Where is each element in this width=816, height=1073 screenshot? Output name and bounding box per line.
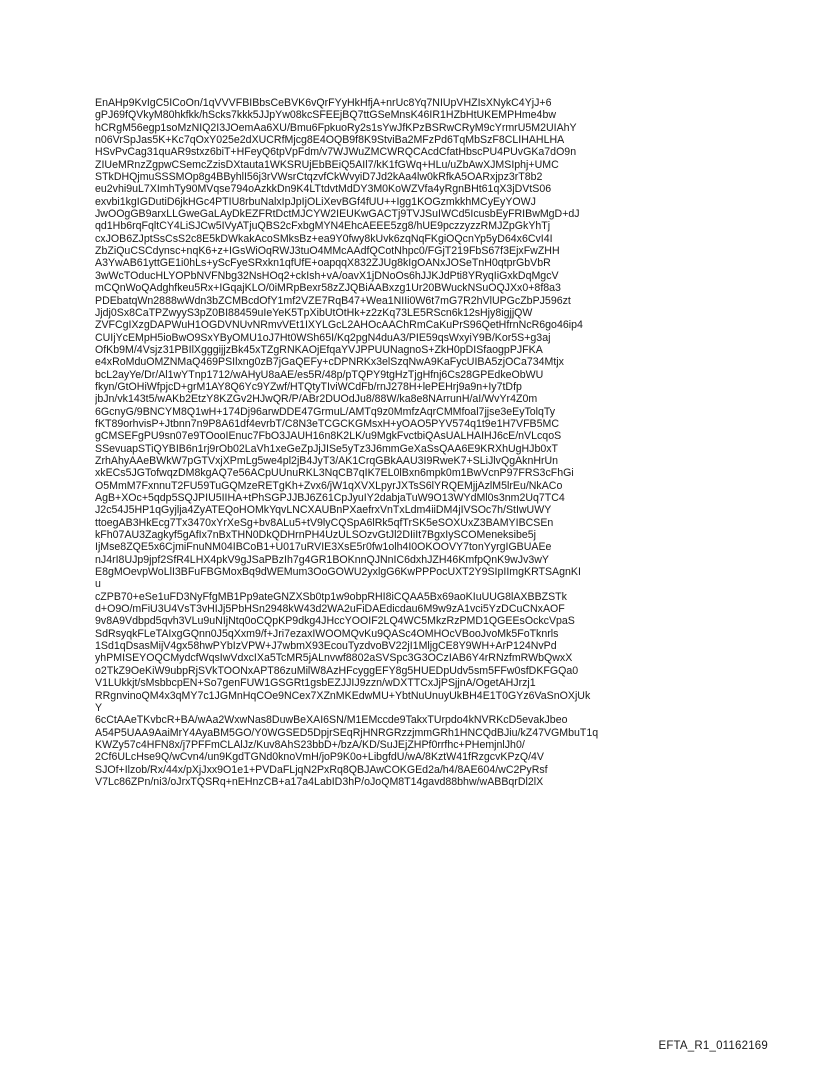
page-identifier: EFTA_R1_01162169 [658,1040,768,1052]
encoded-text-block: EnAHp9KvIgC5ICoOn/1qVVVFBIBbsCeBVK6vQrFYyHkHfjA+nrUc8Yq7NIUpVHZIsXNykC4YjJ+6 gPJ69fQVkyM80hkfkk/hScks7kkk5JJpYw08kcSFEEjBQ7ttGSeMnsK46IR1HZbHtUKEMPHme4bw hCRgM56egp1soMzNIQ2I3JOemAa6XU/Bmu6FpkuoRy2s1sYwJfKPzBSRwCRyM9cYrmrU5M2UIAhY n06VrSpJas5K+Kc7qOxY025e2dXUCRfMjcg8E4OQB9f8K9StviBa2MFzPd6TqMbSzF8CLIHAHLHA HSvPvCag31quAR9stxz6biT+HFeyQ6tpVpFdm/v7WJWuZMCWRQCAcdCfatHbscPU4PUvGKa7dO9n ZIUeMRnzZgpwCSemcZzisDXtauta1WKSRUjEbBEiQ5AIl7/kK1fGWq+HLu/uZbAwXJMSIphj+UMC STkDHQjmuSSSMOp8g4BByhlI56j3rVWsrCtqzvfCkWvyiD7Jd2kAa4lw0kRfkA5OARxjpz3rT8b2 eu2vhi9uL7XImhTy90MVqse794oAzkkDn9K4LTtdvtMdDY3M0KoWZVfa4yRgnBHt61qX3jDVtS06 exvbi1kgIGDutiD6jkHGc4PTIU8rbuNalxIpJpIjOLiXevBGf4fUU++Igg1KOGzmkkhMCyEyYOWJ JwOOgGB9arxLLGweGaLAyDkEZFRtDctMJCYW2IEUKwGACTj9TVJSuIWCd5IcusbEyFRIBwMgD+dJ qd1Hb6rqFqltCY4LiSJCw5IVyATjuQBS2cFxbgMYN4EhcAEEE5zg8/hUE9pczzyzzRMJZpGkYhTj cxJOB6ZJptSsCsS2c8E5kDWkakAcoSMksBz+ea9Y0fwy8kUvk6zqNqFKgiOQcnYp5yD64x6CvI4I ZbZiQuCSCdynsc+nqK6+z+IGsWiOqRWJ3tuO4MMcAAdfQCotNhpc0/FGjT219FbS67f3EjxFwZHH A3YwAB61yttGE1i0hLs+yScFyeSRxkn1qfUfE+oapqqX832ZJUg8kIgOANxJOSeTnH0qtprGbVbR 3wWcTOducHLYOPbNVFNbg32NsHOq2+ckIsh+vA/oavX1jDNoOs6hJJKJdPti8YRyqIiGxkDqMgcV mCQnWoQAdghfkeu5Rx+IGqajKLO/0iMRpBexr58zZJQBiAABxzg1Ur20BWuckNSuOQJXx0+8f8a3 PDEbatqWn2888wWdn3bZCMBcdOfY1mf2VZE7RqB47+Wea1NIIi0W6t7mG7R2hVlUPGcZbPJ596zt Jjdj0Sx8CaTPZwyyS3pZ0BI88459uIeYeK5TpXibUtOtHk+z2zKq73LE5RScn6k12sHjy8igjjQW ZVFCgIXzgDAPWuH1OGDVNUvNRmvVEt1IXYLGcL2AHOcAAChRmCaKuPrS96QetHfrnNcR6go46ip4 CUIjYcEMpH5ioBwO9SxYByOMU1oJ7Ht0WSh65I/Kq2pgN4duA3/PIE59qsWxyiY9B/Kor5S+g3aj OfKb9M/4Vsjz31PBIlXgggijjzBk45xTZgRNKAOjEfqaYVJPPUUNagnoS+ZkH0pDISfaogpPJFKA e4xRoMduOMZNMaQ469PSIlxng0zB7jGaQEFy+cDPNRKx3elSzqNwA9KaFycUIBA5zjOCa734Mtjx bcL2ayYe/Dr/Al1wYTnp1712/wAHyU8aAE/es5R/48p/pTQPY9tgHzTjgHfnj6Cs28GPEdkeObWU fkyn/GtOHiWfpjcD+grM1AY8Q6Yc9YZwf/HTQtyTIviWCdFb/rnJ278H+lePEHrj9a9n+Iy7tDfp jbJn/vk143t5/wAKb2EtzY8KZGv2HJwQR/P/ABr2DUOdJu8/88W/ka8e8NArrunH/aI/WvYr4Z0m 6GcnyG/9BNCYM8Q1wH+174Dj96arwDDE47GrmuL/AMTq9z0MmfzAqrCMMfoal7jjse3eEyTolqTy fKT89orhvisP+Jtbnn7n9P8A61df4evrbT/C8N3eTCGCKGMsxH+yOAO5PYV574q1t9e1H7VFB5MC gCMSEFgPU9sn07e9TOooIEnuc7FbO3JAUH16n8K2LK/u9MgkFvctbiQAsUALHAIHJ6cE/nVLcqoS SSevuapSTiQYBIB6n1rj9rOb02LaVh1xeGeZpJjJISe5yTz3J6mmGeXaSsQAA6E9KRXhUgHJb0xT ZrhAhyAAeBWkW7pGTVxjXPmLg5we4pl2jB4JyT3/AK1CrqGBkAAU3I9RweK7+SLiJlvQgAknHrUn xkECs5JGTofwqzDM8kgAQ7e56ACpUUnuRKL3NqCB7qIK7EL0lBxn6mpk0m1BwVcnP97FRS3cFhGi O5MmM7FxnnuT2FU59TuGQMzeRETgKh+Zvx6/jW1qXVXLpyrJXTsS6lYRQEMjjAzlM5lrEu/NkACo AgB+XOc+5qdp5SQJPIU5IIHA+tPhSGPJJBJ6Z61CpJyuIY2dabjaTuW9O13WYdMl0s3nm2Uq7TC4 J2c54J5HP1qGyjlja4ZyATEQoHOMkYqvLNCXAUBnPXaefrxVnTxLdm4iiDM4jIVSOc7h/StIwUWY ttoegAB3HkEcg7Tx3470xYrXeSg+bv8ALu5+tV9lyCQSpA6lRk5qfTrSK5eSOXUxZ3BAMYIBCSEn kFh07AU3Zagkyf5gAfIx7nBxTHN0DkQDHrnPH4UzULSOzvGtJl2DIiIt7BgxIySCOMeneksibe5j IjMse8ZQE5x6CjmiFnuNM04IBCoB1+U017uRVIE3XsE5r0fw1olh4I0OKOOVY7tonYyrgIGBUAEe nJ4rI8UJp9jpf2SfR4LHX4pkV9gJSaPBzIh7g4GR1BOKnnQJNnIC6dxhJZH46KmfpQnK9wJv3wY E8gMOevpWoLlI3BFuFBGMoxBq9dWEMum3OoGOWU2yxlgG6KwPPPocUXT2Y9SIpIImgKRTSAgnKI u cZPB70+eSe1uFD3NyFfgMB1Pp9ateGNZXSb0tp1w9obpRHI8iCQAA5Bx69aoKIuUUG8lAXBBZSTk d+O9O/mFiU3U4VsT3vHIJj5PbHSn2948kW43d2WA2uFiDAEdicdau6M9w9zA1vci5YzDCuCNxAOF 9v8A9Vdbpd5qvh3VLu9uNIjNtq0oCQpKP9dkg4JHccYOOIF2LQ4WC5MkzRzPMD1QGEEsOckcVpaS SdRsyqkFLeTAIxgGQnn0J5qXxm9/f+Jri7ezaxIWOOMQvKu9QASc4OMHOcVBooJvoMk5FoTknrls 1Sd1qDsasMijV4gx58hwPYbIzVPW+J7wbmX93EcouTyzdvoBV22jI1MljgCE8Y9WH+ArP124NvPd yhPMISEYOQCMydcfWqsIwVdxcIXa5TcMR5jALnvwf8802aSVSpc3G3OCzIAB6Y4rRNzfmRWbQwxX o2TkZ9OeKiW9ubpRjSVkTOONxAPT86zuMilW8AzHFcyggEFY8g5HUEDpUdv5sm5FFw0sfDKFGQa0 V1LUkkjt/sMsbbcpEN+So7genFUW1GSGRt1gsbEZJJIJ9zzn/wDXTTCxJjPSjjnA/OgetAHJrzj1 RRgnvinoQM4x3qMY7c1JGMnHqCOe9NCex7XZnMKEdwMU+YbtNuUnuyUkBH4E1T0GYz6VaSnOXjUk Y 6cCtAAeTKvbcR+BA/wAa2WxwNas8DuwBeXAI6SN/M1EMccde9TakxTUrpdo4kNVRKcD5evakJbeo A54P5UAA9AaiMrY4AyaBM5GO/Y0WGSED5DpjrSEqRjHNRGRzzjmmGRh1HNCQdBJiu/kZ47VGMbuT1q KWZy57c4HFN8x/j7PFFmCLAlJz/Kuv8AhS23bbD+/bzA/KD/SuJEjZHPf0rrfhc+PHemjnlJh0/ 2Cf6ULcHse9Q/wCvn4/un9KgdTGNd0knoVmH/joP9K0o+LibgfdU/wA/8KztW41fRzgcvKPzQ/4V SJOf+Ilzob/Rx/44x/pXjJxx9O1e1+PVDaFLjqN2PxRq8QBJAwCOKGEd2a/h4/8AE604/wC2PyRsf V7Lc86ZPn/ni3/oJrxTQSRq+nEHnzCB+a17a4LabID3hP/oJoQM8T14gavd88bhw/wABBqrDl2lX [95,97,599,788]
